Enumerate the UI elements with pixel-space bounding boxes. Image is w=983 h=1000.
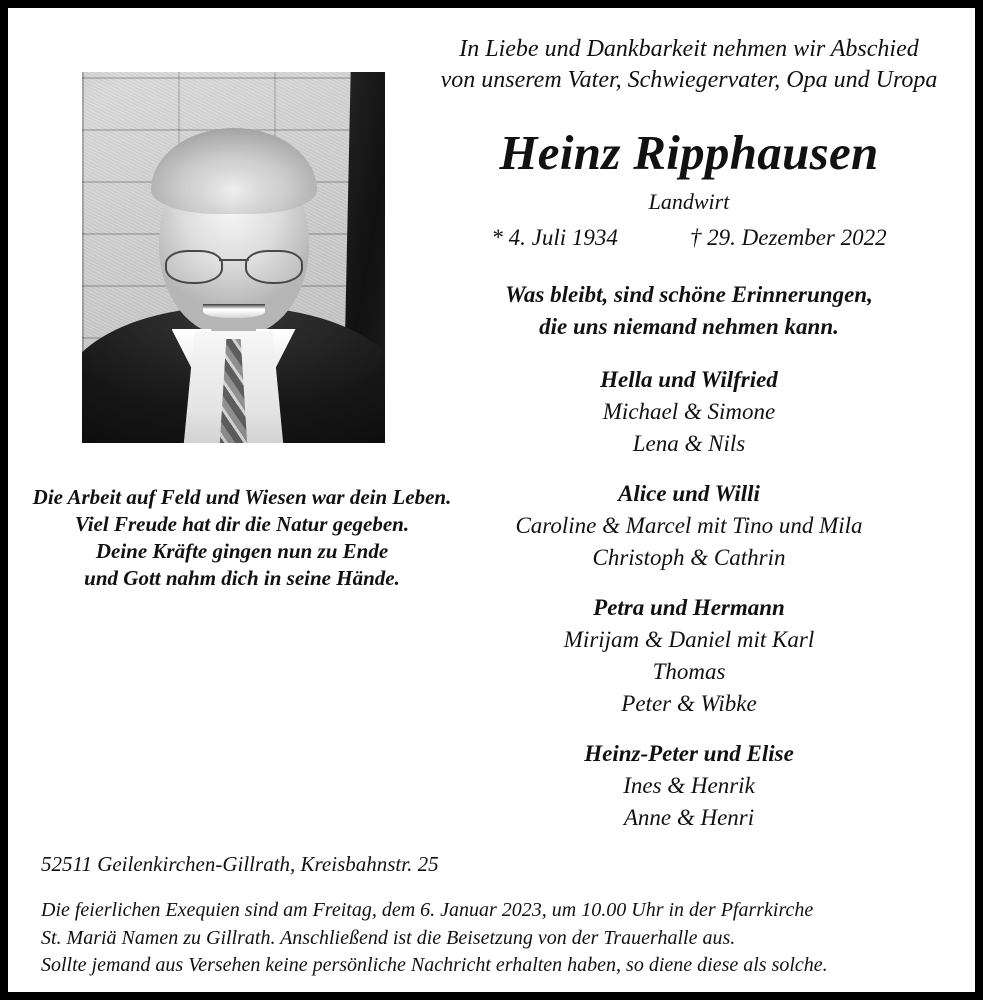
verse-line-1: Was bleibt, sind schöne Erinnerungen,	[505, 282, 873, 307]
family-group	[406, 478, 972, 574]
family-group	[406, 364, 972, 460]
family-list	[406, 364, 972, 834]
address-line: 52511 Geilenkirchen-Gillrath, Kreisbahnstr. 25	[41, 852, 439, 876]
poem-line-4: und Gott nahm dich in seine Hände.	[84, 566, 400, 590]
family-member-line: Caroline & Marcel mit Tino und Mila	[515, 513, 863, 538]
family-member-line: Mirijam & Daniel mit Karl	[563, 627, 815, 652]
funeral-line-1: Die feierlichen Exequien sind am Freitag, dem 6. Januar 2023, um 10.00 Uhr in der Pfarrkirche	[41, 899, 814, 921]
family-head: Petra und Hermann	[593, 595, 785, 620]
family-head: Heinz-Peter und Elise	[584, 741, 794, 766]
photo-vignette	[82, 72, 385, 443]
life-dates	[406, 224, 972, 252]
family-head: Hella und Wilfried	[600, 367, 778, 392]
family-group	[406, 592, 972, 720]
family-member-line: Peter & Wibke	[621, 691, 757, 716]
family-group	[406, 738, 972, 834]
family-member-line: Ines & Henrik	[623, 773, 755, 798]
death-date: † 29. Dezember 2022	[689, 225, 887, 250]
birth-date: * 4. Juli 1934	[491, 225, 618, 250]
funeral-line-3: Sollte jemand aus Versehen keine persönliche Nachricht erhalten haben, so diene diese als solche.	[41, 954, 828, 976]
poem-line-1: Die Arbeit auf Feld und Wiesen war dein Leben.	[32, 485, 452, 509]
verse-line-2: die uns niemand nehmen kann.	[539, 314, 839, 339]
obituary-notice-body	[8, 8, 975, 992]
family-member-line: Christoph & Cathrin	[592, 545, 786, 570]
poem-line-2: Viel Freude hat dir die Natur gegeben.	[74, 512, 410, 536]
family-member-line: Lena & Nils	[632, 431, 746, 456]
family-member-line: Michael & Simone	[602, 399, 776, 424]
intro-line-2: von unserem Vater, Schwiegervater, Opa und Uropa	[440, 67, 938, 93]
memorial-poem	[22, 484, 462, 592]
family-member-line: Thomas	[652, 659, 726, 684]
deceased-name: Heinz Ripphausen	[499, 125, 879, 180]
deceased-occupation: Landwirt	[648, 189, 730, 214]
family-member-line: Anne & Henri	[623, 805, 755, 830]
portrait-photo	[82, 72, 385, 443]
intro-line-1: In Liebe und Dankbarkeit nehmen wir Abschied	[459, 36, 919, 62]
funeral-details	[41, 897, 957, 980]
intro-text	[406, 34, 972, 96]
family-head: Alice und Willi	[618, 481, 760, 506]
poem-line-3: Deine Kräfte gingen nun zu Ende	[95, 539, 389, 563]
memorial-verse	[406, 279, 972, 343]
funeral-line-2: St. Mariä Namen zu Gillrath. Anschließend ist die Beisetzung von der Trauerhalle aus.	[41, 926, 736, 949]
